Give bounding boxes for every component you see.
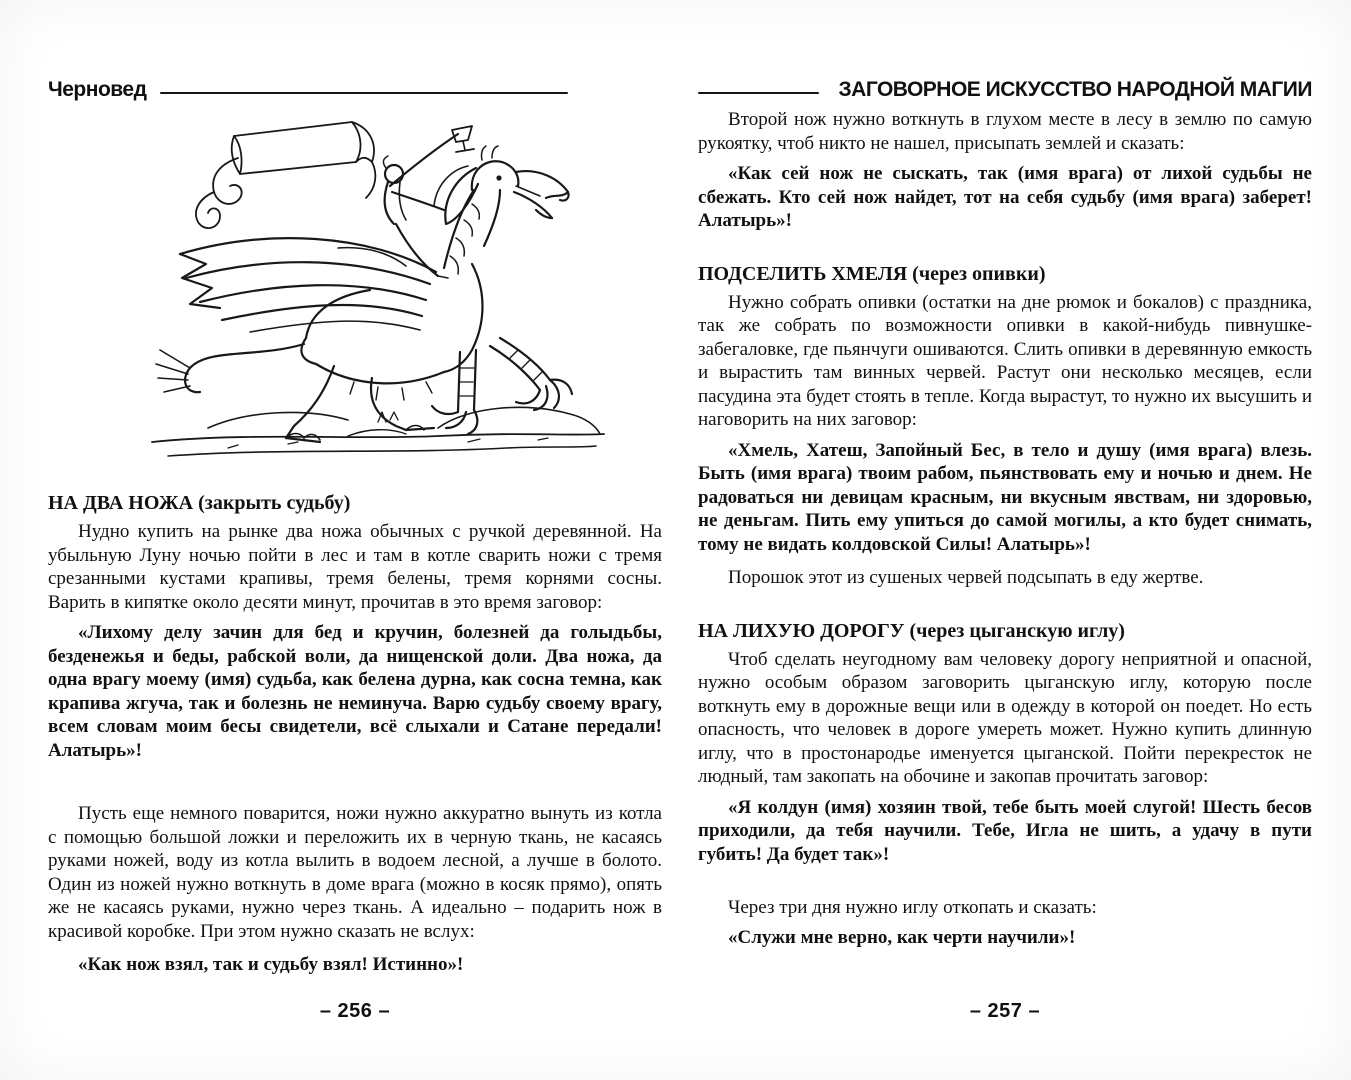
paragraph: Через три дня нужно иглу откопать и сказать: [728,897,1097,918]
section-title-two-knives: НА ДВА НОЖА (закрыть судьбу) [48,492,351,514]
banner-scroll [196,122,375,228]
running-head-right-title: ЗАГОВОРНОЕ ИСКУССТВО НАРОДНОЙ МАГИИ [838,78,1312,101]
spell-quote: «Как нож взял, так и судьбу взял! Истинно»! [78,954,464,975]
page-right [698,78,1312,1022]
paragraph: Нудно купить на рынке два ножа обычных с ручкой деревянной. На убыльную Луну ночью пойти в лес и там в котле сварить ножи с тремя срезанными кустами крапивы, тремя белены, тремя корнями сосны. Варить в кипятке около десяти минут, прочитав в это время заговор: [48,521,662,613]
paragraph: Второй нож нужно воткнуть в глухом месте в лесу в землю по самую рукоятку, чтоб никто не нашел, присыпать землей и сказать: [698,109,1312,154]
griffin-illustration-svg [138,106,618,462]
running-head-right [698,78,1312,102]
section-title-hops: ПОДСЕЛИТЬ ХМЕЛЯ (через опивки) [698,262,1046,285]
spell-quote: «Хмель, Хатеш, Запойный Бес, в тело и душу (имя врага) влезь. Быть (имя врага) твоим рабом, пьянствовать ему и ночью и днем. Не радоваться ни девицам красным, ни вкусным явствам, ни здоровью, не деньгам. Пить ему упиться до самой могилы, а кто будет снимать, тому не видать колдовской Силы! Алатырь»! [698,439,1312,555]
spell-quote: «Я колдун (имя) хозяин твой, тебе быть моей слугой! Шесть бесов приходили, да тебя научили. Тебе, Игла не шить, а удачу в пути губить! Да будет так»! [698,796,1312,865]
paragraph: Пусть еще немного поварится, ножи нужно аккуратно вынуть из котла с помощью большой ложки и переложить их в черную ткань, не касаясь руками ножей, воду из котла вылить в водоем лесной, а лучше в болото. Один из ножей нужно воткнуть в доме врага (можно в косяк прямо), опять же не касаясь руками, нужно через ткань. А идеально – подарить нож в красивой коробке. При этом нужно сказать не вслух: [48,803,662,942]
page-number-left: – 256 – [319,1000,391,1022]
spell-quote: «Как сей нож не сыскать, так (имя врага) от лихой судьбы не сбежать. Кто сей нож найдет, тот на себя судьбу (имя врага) заберет! Алатырь»! [698,163,1312,231]
running-head-left [48,78,662,102]
page-left [48,78,662,1022]
paragraph: Нужно собрать опивки (остатки на дне рюмок и бокалов) с праздника, так же собрать по возможности опивки в какой-нибудь пивнушке-забегаловке, где пьянчуги ошиваются. Слить опивки в деревянную емкость и вырастить там винных червей. Растут они несколько месяцев, если пасудина эта будет стоять в тепле. Когда вырастут, то нужно их высушить и наговорить на них заговор: [698,291,1312,430]
paragraph: Порошок этот из сушеных червей подсыпать в еду жертве. [728,567,1204,588]
paragraph: Чтоб сделать неугодному вам человеку дорогу неприятной и опасной, нужно особым образом заговорить цыганскую иглу, которую после воткнуть ему в дорожные вещи или в одежду в которой он поедет. Но есть опасность, что человек в дороге умереть может. Нужно купить длинную иглу, что в простонародье именуется цыганской. Пойти перекресток не людный, там закопать на обочине и закопав прочитать заговор: [698,648,1312,787]
spell-quote: «Служи мне верно, как черти научили»! [728,926,1076,948]
header-rule-right [698,92,819,94]
griffin-rider-woodcut-illustration [138,106,618,462]
spell-quote: «Лихому делу зачин для бед и кручин, болезней да голыдьбы, безденежья и беды, рабской воли, да нищенской доли. Два ножа, да одна врагу моему (имя) судьба, как белена дурна, как сосна темна, как крапива жгуча, так и болезнь не неминуча. Варю судьбу своему врагу, всем словам моим бесы свидетели, всё слыхали и Сатане передали! Алатырь»! [48,622,662,761]
section-title-road: НА ЛИХУЮ ДОРОГУ (через цыганскую иглу) [698,619,1125,642]
page-number-right: – 257 – [969,1000,1041,1022]
running-head-left-title: Черновед [48,78,147,101]
header-rule-left [160,92,568,94]
